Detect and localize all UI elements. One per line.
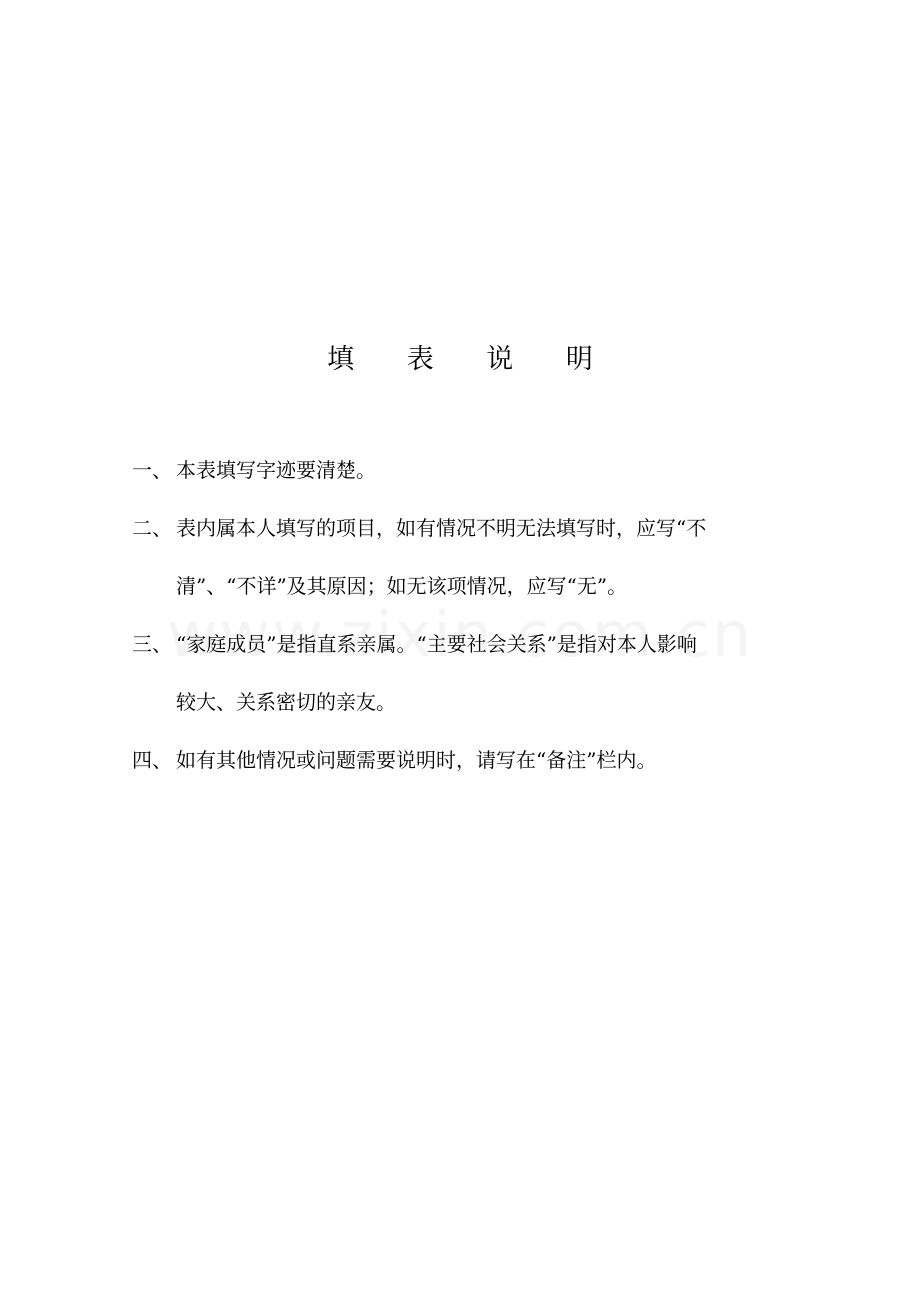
item-number: 三、 (132, 632, 172, 656)
item-line: 如有其他情况或问题需要说明时，请写在“备注”栏内。 (176, 748, 657, 772)
item-text (176, 499, 802, 615)
item-text (176, 731, 802, 789)
item-text (176, 615, 802, 731)
item-number: 二、 (132, 516, 172, 540)
instruction-item-3 (132, 615, 802, 731)
instruction-item-1 (132, 441, 802, 499)
instruction-list (132, 441, 802, 789)
item-line: 较大、关系密切的亲友。 (176, 690, 396, 714)
item-number: 一、 (132, 458, 172, 482)
item-text (176, 441, 802, 499)
instruction-item-2 (132, 499, 802, 615)
page-title: 填 表 说 明 (327, 344, 615, 375)
item-line: “家庭成员”是指直系亲属。“主要社会关系”是指对本人影响 (176, 632, 697, 656)
item-number: 四、 (132, 748, 172, 772)
item-line: 表内属本人填写的项目，如有情况不明无法填写时，应写“不 (176, 516, 707, 540)
item-line: 本表填写字迹要清楚。 (176, 458, 376, 482)
instruction-item-4 (132, 731, 802, 789)
item-line: 清”、“不详”及其原因；如无该项情况，应写“无”。 (176, 574, 628, 598)
